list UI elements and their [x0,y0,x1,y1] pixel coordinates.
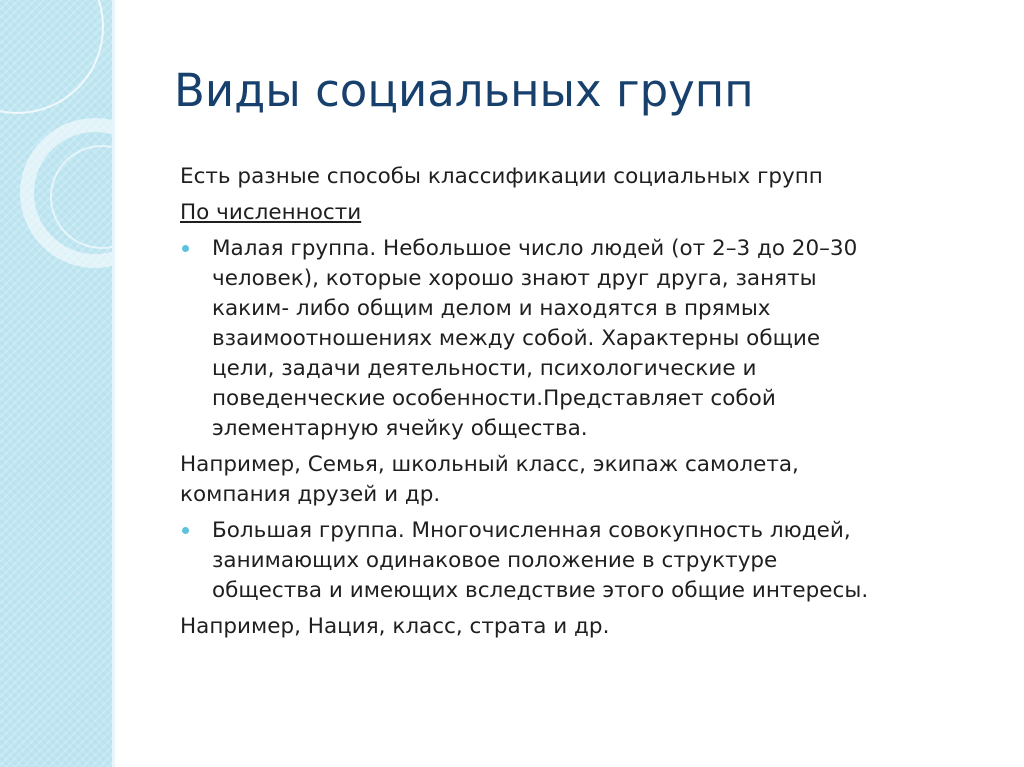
example-text [180,450,980,510]
bullet-dot-icon [182,245,189,252]
slide-title: Виды социальных групп [174,64,754,117]
intro-text: Есть разные способы классификации социальных групп [180,164,823,189]
bullet-line: поведенческие особенности.Представляет собой [212,386,776,411]
slide-content [180,162,980,648]
example-line: Например, Нация, класс, страта и др. [180,614,610,639]
example-line: компания друзей и др. [180,482,441,507]
bullet-line: человек), которые хорошо знают друг друга, заняты [212,266,817,291]
bullet-item-small-group [180,234,980,444]
decorative-ring-icon [0,0,104,114]
section-heading [180,198,980,228]
bullet-line: элементарную ячейку общества. [212,416,588,441]
bullet-line: Большая группа. Многочисленная совокупность людей, [212,518,851,543]
section-heading-label: По численности [180,200,362,225]
bullet-line: Малая группа. Небольшое число людей (от 2–3 до 20–30 [212,236,858,261]
bullet-line: взаимоотношениях между собой. Характерны общие [212,326,821,351]
bullet-item-large-group [180,516,980,606]
bullet-dot-icon [182,527,189,534]
bullet-line: каким- либо общим делом и находятся в прямых [212,296,771,321]
bullet-line: общества и имеющих вследствие этого общие интересы. [212,578,869,603]
example-text [180,612,980,642]
bullet-line: цели, задачи деятельности, психологические и [212,356,757,381]
example-line: Например, Семья, школьный класс, экипаж самолета, [180,452,799,477]
side-band-edge [112,0,115,767]
bullet-line: занимающих одинаковое положение в структуре [212,548,778,573]
decorative-side-band [0,0,112,767]
